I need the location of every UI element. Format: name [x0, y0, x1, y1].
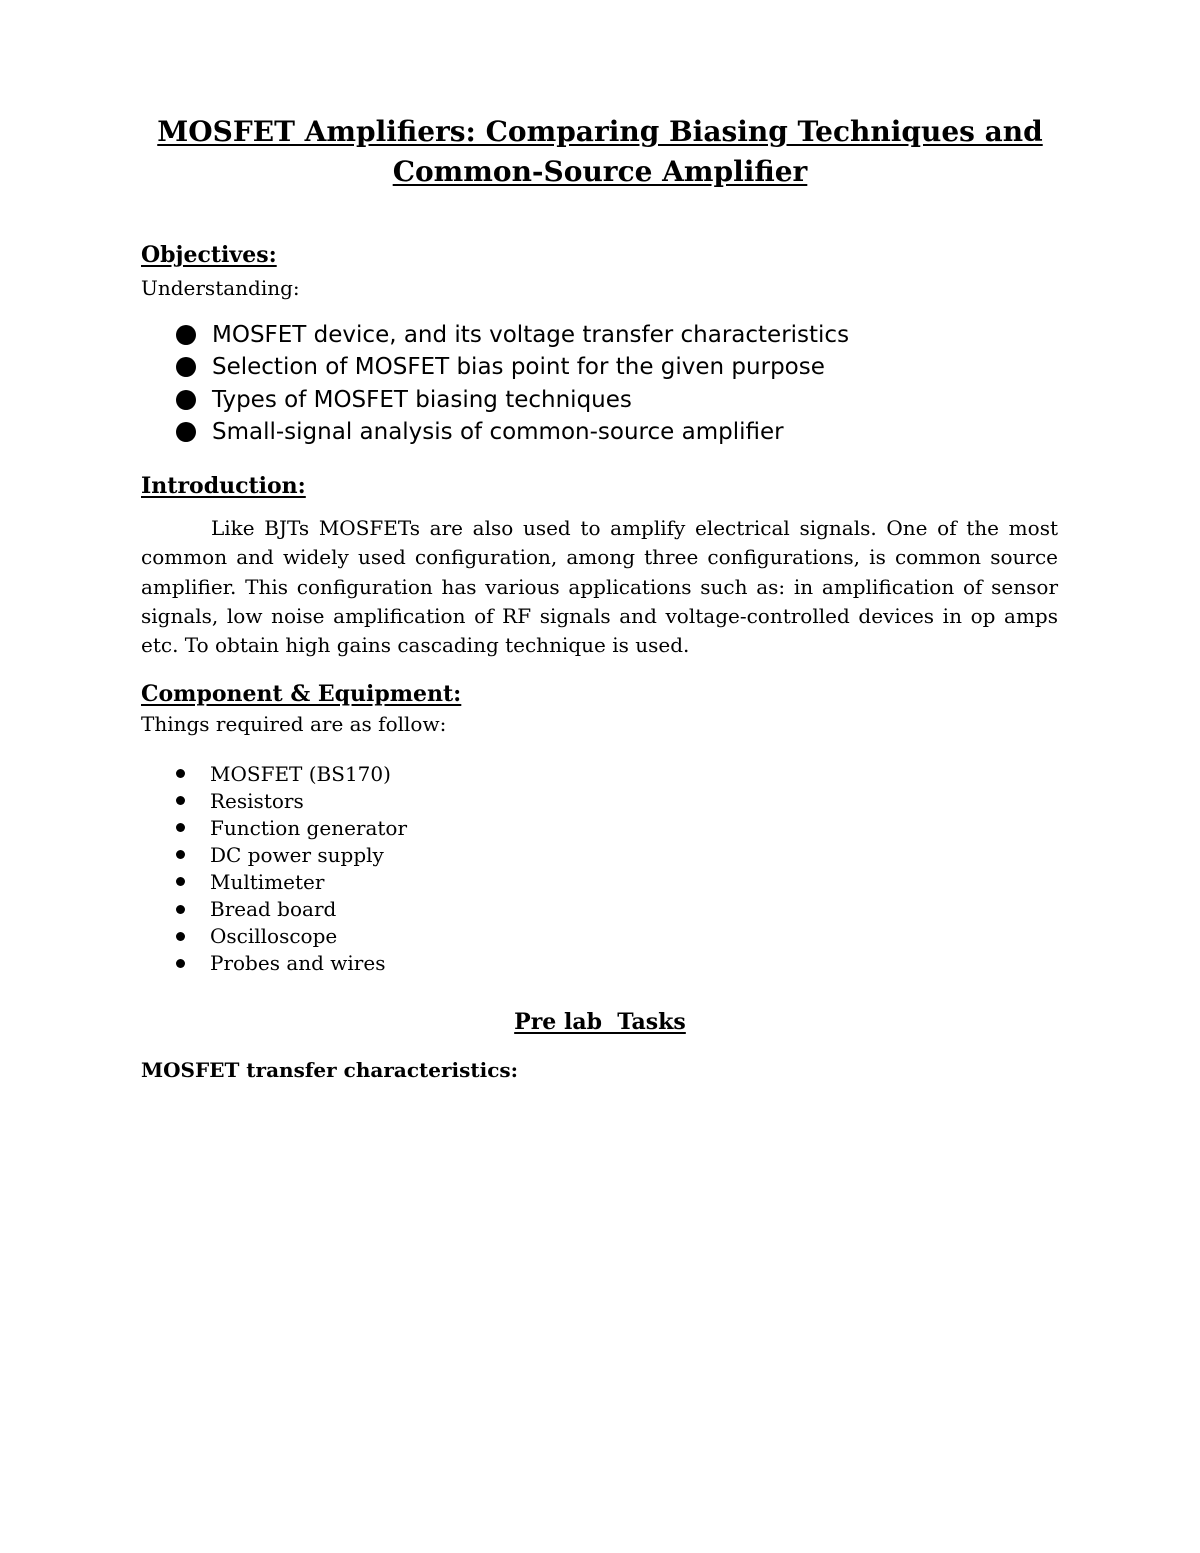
list-item — [176, 351, 849, 383]
list-item — [176, 814, 407, 841]
introduction-paragraph: Like BJTs MOSFETs are also used to amplify electrical signals. One of the most common and widely used configuration, among three configurations, is common source amplifier. This configuration has various applications such as: in amplification of sensor signals, low noise amplification of RF signals and voltage-controlled devices in op amps etc. To obtain high gains cascading technique is used. — [141, 516, 1058, 658]
list-item — [176, 760, 407, 787]
components-list — [176, 760, 407, 977]
bullet-icon — [176, 905, 185, 914]
component-text: Probes and wires — [210, 951, 386, 976]
introduction-heading: Introduction: — [141, 473, 306, 499]
bullet-icon — [176, 357, 196, 377]
bullet-icon — [176, 325, 196, 345]
list-item — [176, 384, 849, 416]
list-item — [176, 895, 407, 922]
bullet-icon — [176, 390, 196, 410]
bullet-icon — [176, 959, 185, 968]
bullet-icon — [176, 422, 196, 442]
bullet-icon — [176, 769, 185, 778]
component-text: DC power supply — [210, 842, 384, 867]
component-text: Multimeter — [210, 869, 325, 894]
objective-text: MOSFET device, and its voltage transfer characteristics — [212, 322, 850, 349]
list-item — [176, 787, 407, 814]
transfer-characteristics-heading: MOSFET transfer characteristics: — [141, 1058, 519, 1082]
title-line-2: Common-Source Amplifier — [392, 155, 808, 188]
list-item — [176, 868, 407, 895]
components-intro: Things required are as follow: — [141, 712, 447, 736]
objectives-heading: Objectives: — [141, 242, 277, 268]
list-item — [176, 950, 407, 977]
component-text: Function generator — [210, 815, 408, 840]
bullet-icon — [176, 796, 185, 805]
objective-text: Selection of MOSFET bias point for the given purpose — [212, 354, 825, 381]
prelab-heading — [0, 1007, 1200, 1037]
component-text: MOSFET (BS170) — [210, 761, 391, 786]
list-item — [176, 923, 407, 950]
components-heading: Component & Equipment: — [141, 681, 462, 707]
bullet-icon — [176, 850, 185, 859]
objective-text: Small-signal analysis of common-source amplifier — [212, 419, 784, 446]
list-item — [176, 319, 849, 351]
component-text: Oscilloscope — [210, 924, 338, 949]
bullet-icon — [176, 932, 185, 941]
document-title — [0, 112, 1200, 192]
title-line-1: MOSFET Amplifiers: Comparing Biasing Techniques and — [157, 115, 1043, 148]
component-text: Resistors — [210, 788, 304, 813]
bullet-icon — [176, 877, 185, 886]
objectives-intro: Understanding: — [141, 276, 300, 300]
component-text: Bread board — [210, 897, 337, 922]
objective-text: Types of MOSFET biasing techniques — [212, 386, 632, 413]
list-item — [176, 841, 407, 868]
objectives-list — [176, 319, 849, 448]
bullet-icon — [176, 823, 185, 832]
prelab-heading-text: Pre lab Tasks — [514, 1009, 686, 1035]
list-item — [176, 416, 849, 448]
